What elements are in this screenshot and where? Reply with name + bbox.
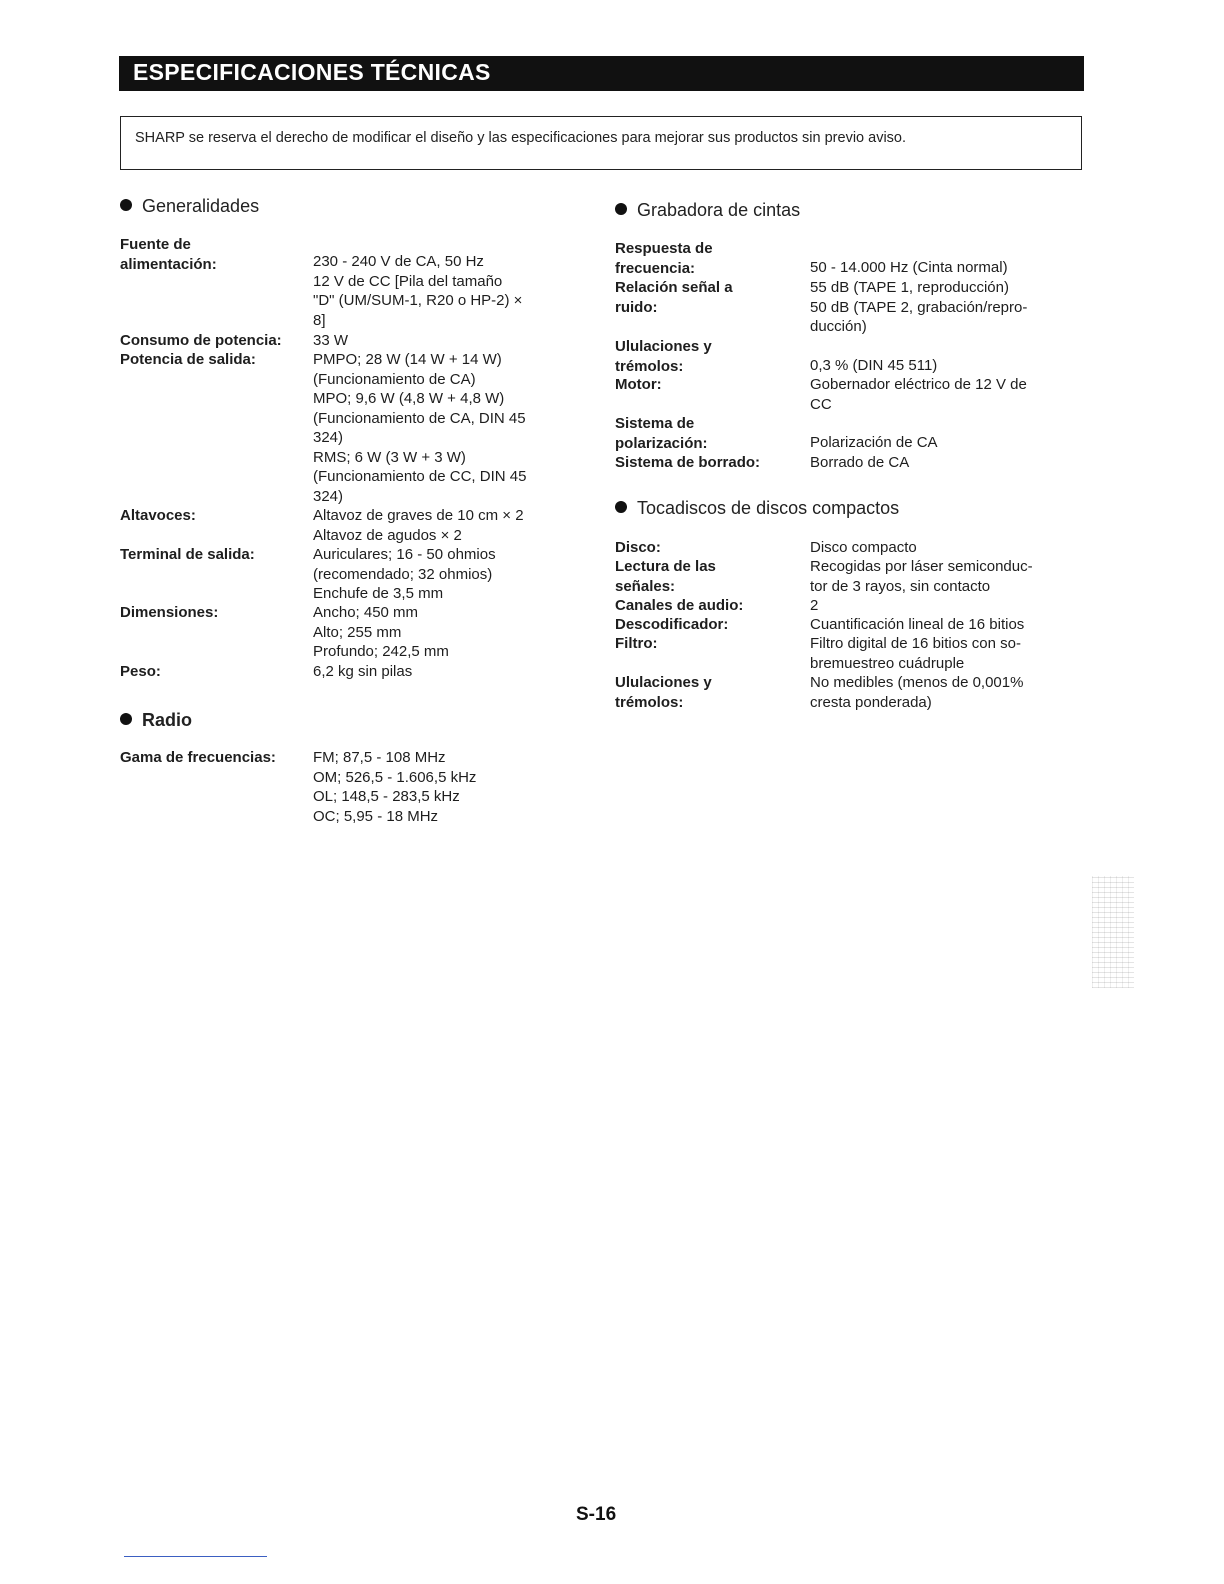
spec-value-canales: 2 [810, 597, 819, 614]
spec-label-lectura: Lectura de las señales: [615, 558, 716, 595]
spec-value-potencia-salida: PMPO; 28 W (14 W + 14 W) (Funcionamiento de CA) MPO; 9,6 W (4,8 W + 4,8 W) (Funcionamiento de CA, DIN 45 324) RMS; 6 W (3 W + 3 W) (Funcionamiento de CC, DIN 45 324) [313, 351, 527, 505]
spec-value-gama: FM; 87,5 - 108 MHz OM; 526,5 - 1.606,5 kHz OL; 148,5 - 283,5 kHz OC; 5,95 - 18 MHz [313, 749, 477, 825]
spec-value-dimensiones: Ancho; 450 mm Alto; 255 mm Profundo; 242,5 mm [313, 604, 449, 660]
bullet-icon [615, 501, 627, 513]
notice-box [120, 116, 1082, 170]
spec-value-disco: Disco compacto [810, 539, 917, 556]
section-heading-text: Tocadiscos de discos compactos [637, 498, 900, 518]
section-heading-text: Generalidades [142, 196, 260, 216]
spec-label-relacion: Relación señal a ruido: [615, 279, 733, 316]
spec-value-terminal: Auriculares; 16 - 50 ohmios (recomendado; 32 ohmios) Enchufe de 3,5 mm [313, 546, 496, 602]
spec-value-motor: Gobernador eléctrico de 12 V de CC [810, 376, 1027, 413]
spec-value-relacion: 55 dB (TAPE 1, reproducción) 50 dB (TAPE 2, grabación/repro- ducción) [810, 279, 1028, 335]
bullet-icon [120, 199, 132, 211]
spec-label-borrado: Sistema de borrado: [615, 454, 761, 471]
spec-label-filtro: Filtro: [615, 635, 658, 652]
scan-artifact [1092, 876, 1134, 988]
section-grabadora [615, 200, 800, 221]
spec-label-fuente: Fuente de alimentación: [120, 236, 217, 273]
spec-label-peso: Peso: [120, 663, 161, 680]
spec-label-terminal: Terminal de salida: [120, 546, 255, 563]
title-bar [119, 56, 1084, 91]
spec-value-polarizacion: Polarización de CA [810, 434, 938, 451]
spec-label-ululaciones-cinta: Ululaciones y trémolos: [615, 338, 712, 375]
page-title: ESPECIFICACIONES TÉCNICAS [133, 59, 491, 85]
spec-label-consumo: Consumo de potencia: [120, 332, 282, 349]
section-tocadiscos [615, 498, 899, 519]
notice-text: SHARP se reserva el derecho de modificar el diseño y las especificaciones para mejorar sus productos sin previo aviso. [135, 130, 907, 146]
spec-value-respuesta: 50 - 14.000 Hz (Cinta normal) [810, 259, 1008, 276]
spec-label-descodificador: Descodificador: [615, 616, 729, 633]
spec-value-peso: 6,2 kg sin pilas [313, 663, 413, 680]
spec-value-filtro: Filtro digital de 16 bitios con so- bremuestreo cuádruple [810, 635, 1021, 672]
spec-value-fuente: 230 - 240 V de CA, 50 Hz 12 V de CC [Pila del tamaño "D" (UM/SUM-1, R20 o HP-2) × 8] [313, 253, 523, 329]
spec-label-motor: Motor: [615, 376, 662, 393]
section-radio [120, 710, 192, 731]
spec-value-consumo: 33 W [313, 332, 349, 349]
spec-value-borrado: Borrado de CA [810, 454, 910, 471]
spec-label-respuesta: Respuesta de frecuencia: [615, 240, 713, 277]
spec-value-ululaciones-cd: No medibles (menos de 0,001% cresta ponderada) [810, 674, 1024, 711]
spec-label-disco: Disco: [615, 539, 661, 556]
spec-label-canales: Canales de audio: [615, 597, 744, 614]
bullet-icon [615, 203, 627, 215]
spec-label-ululaciones-cd: Ululaciones y trémolos: [615, 674, 712, 711]
spec-value-lectura: Recogidas por láser semiconduc- tor de 3 rayos, sin contacto [810, 558, 1033, 595]
footer-rule [124, 1556, 267, 1557]
spec-label-dimensiones: Dimensiones: [120, 604, 219, 621]
spec-label-polarizacion: Sistema de polarización: [615, 415, 708, 452]
page-number: S-16 [576, 1504, 617, 1525]
spec-value-ululaciones-cinta: 0,3 % (DIN 45 511) [810, 357, 938, 374]
spec-label-gama: Gama de frecuencias: [120, 749, 276, 766]
spec-value-altavoces: Altavoz de graves de 10 cm × 2 Altavoz de agudos × 2 [313, 507, 524, 544]
spec-label-potencia-salida: Potencia de salida: [120, 351, 256, 368]
bullet-icon [120, 713, 132, 725]
spec-label-altavoces: Altavoces: [120, 507, 196, 524]
section-heading-text: Grabadora de cintas [637, 200, 801, 220]
spec-value-descodificador: Cuantificación lineal de 16 bitios [810, 616, 1025, 633]
section-generalidades [120, 196, 259, 217]
section-heading-text: Radio [142, 710, 193, 730]
